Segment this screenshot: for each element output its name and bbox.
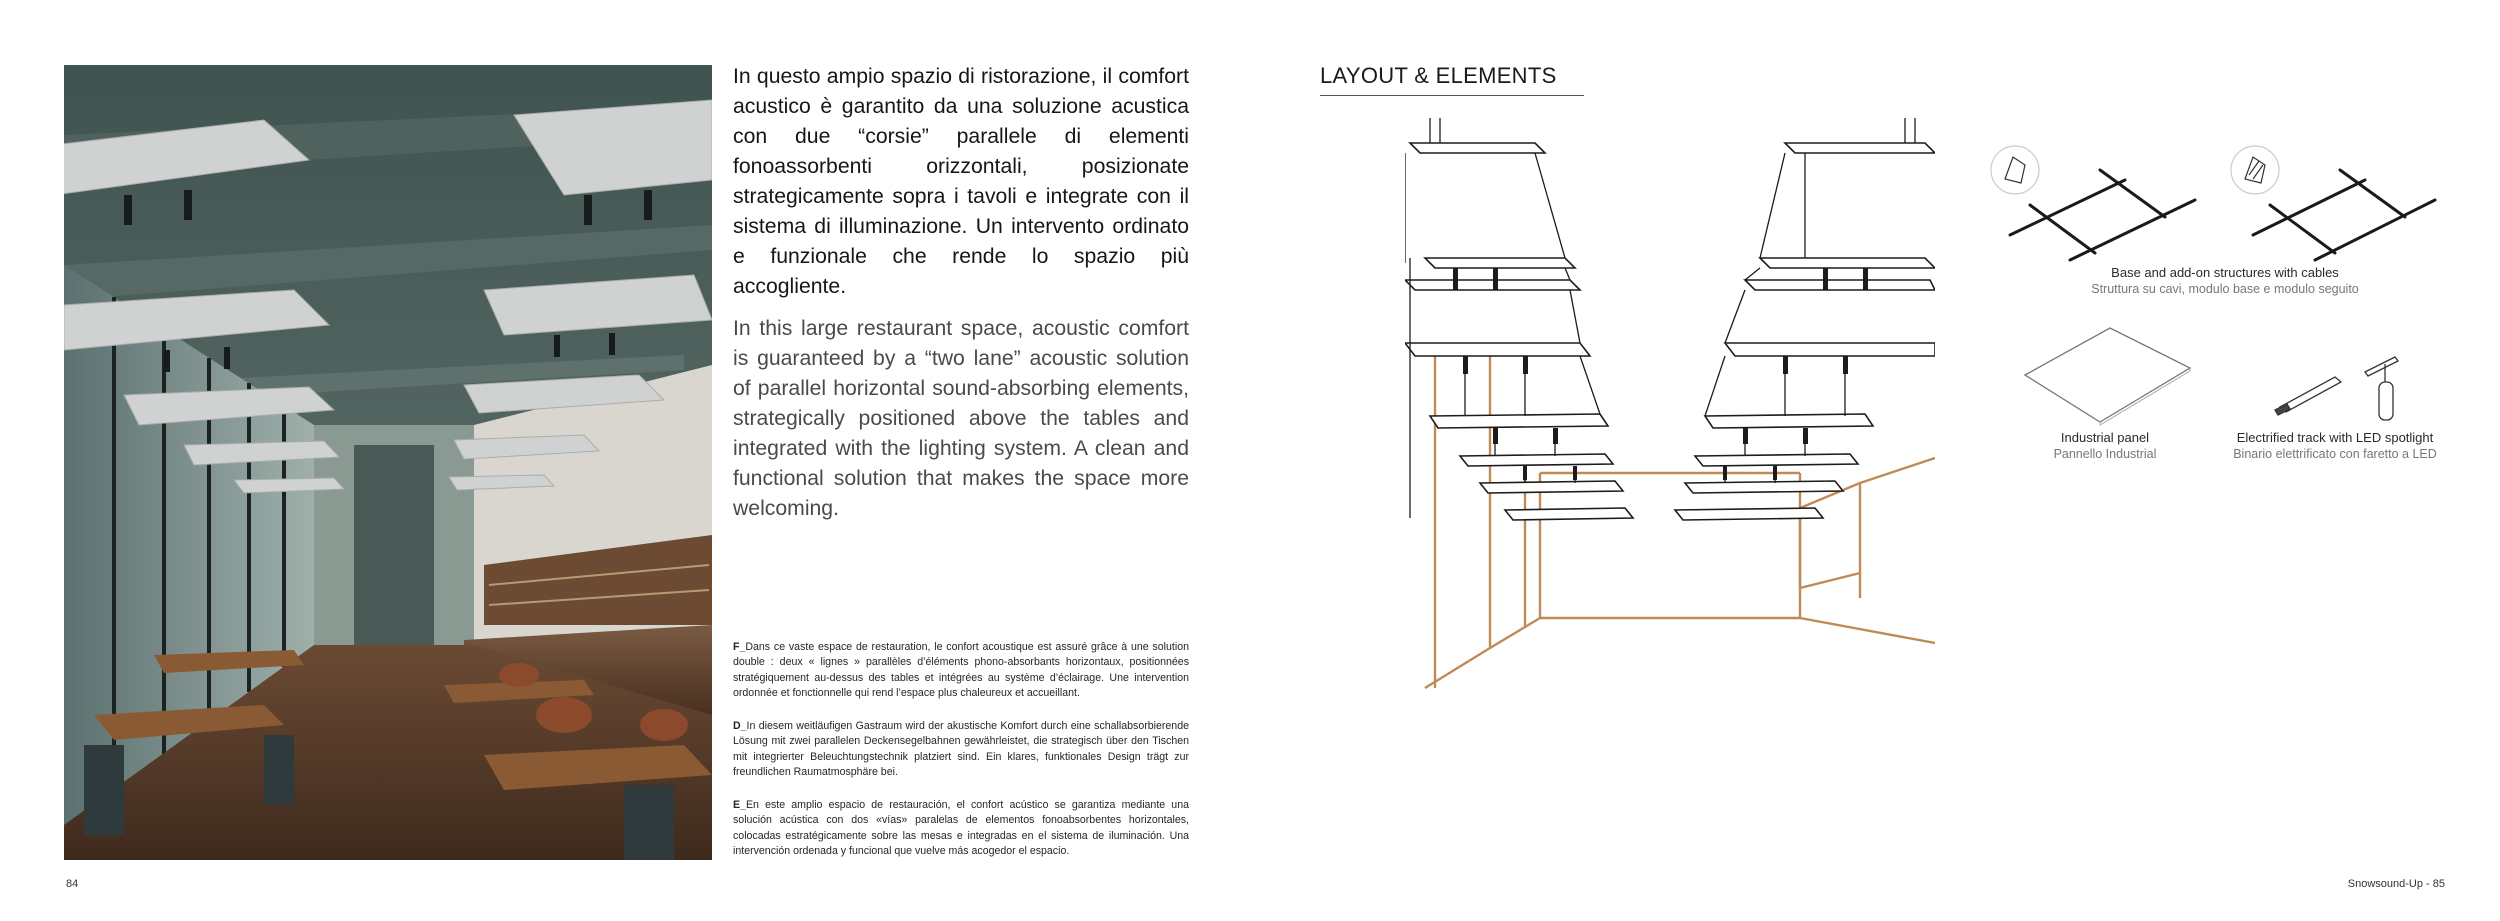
element-cable-subcaption: Struttura su cavi, modulo base e modulo seguito bbox=[2091, 282, 2359, 296]
industrial-panel-drawing bbox=[2015, 320, 2195, 430]
italian-description: In questo ampio spazio di ristorazione, il comfort acustico è garantito da una soluzione acustica con due “corsie” parallele di elementi fonoassorbenti orizzontali, posizionate strategicamente sopra i tavoli e integrate con il sistema di illuminazione. Un intervento ordinato e funzionale che rende lo spazio più accogliente. bbox=[733, 65, 1189, 298]
language-code-de: D_ bbox=[733, 720, 747, 732]
german-text: In diesem weitläufigen Gastraum wird der akustische Komfort durch eine schallabsorbierende Lösung mit zwei parallelen Deckensegelbahnen gewährleistet, die strategisch über den Tischen mit integrierter Beleuchtungstechnik platziert sind. Ein klares, funktionales Design trägt zur freundlichen Raumatmosphäre bei. bbox=[733, 720, 1189, 778]
section-title: LAYOUT & ELEMENTS bbox=[1320, 63, 1557, 88]
element-cable-structures bbox=[1985, 135, 2465, 297]
french-text: Dans ce vaste espace de restauration, le confort acoustique est assuré grâce à une solution double : deux « lignes » parallèles d’éléments phono-absorbants horizontaux, positionnées stratégiquement au-dessus des tables et intégrées au système d’éclairage. Une intervention ordonnée et fonctionnelle qui rend l’espace plus chaleureux et accueillant. bbox=[733, 641, 1189, 699]
layout-axonometric-drawing bbox=[1405, 118, 1935, 773]
element-cable-caption: Base and add-on structures with cables bbox=[2111, 265, 2339, 280]
french-description bbox=[733, 640, 1189, 701]
element-industrial-panel bbox=[2000, 320, 2210, 462]
language-code-fr: F_ bbox=[733, 641, 746, 653]
element-panel-caption: Industrial panel bbox=[2060, 430, 2150, 445]
german-description bbox=[733, 719, 1189, 780]
element-panel-subcaption: Pannello Industrial bbox=[2053, 447, 2157, 461]
cable-structure-drawings bbox=[1985, 135, 2465, 265]
element-electrified-track bbox=[2215, 352, 2455, 462]
page-number-left: 84 bbox=[66, 878, 79, 890]
spanish-text: En este amplio espacio de restauración, el confort acústico se garantiza mediante una solución acústica con dos «vías» paralelas de elementos fonoabsorbentes horizontales, colocadas estratégicamente sobre las mesas e integradas en el sistema de iluminación. Una intervención ordenada y funcional que vuelve más acogedor el espacio. bbox=[733, 799, 1189, 857]
english-description: In this large restaurant space, acoustic comfort is guaranteed by a “two lane” acoustic solution of parallel horizontal sound-absorbing elements, strategically positioned above the tables and integrated with the lighting system. A clean and functional solution that makes the space more welcoming. bbox=[733, 317, 1189, 520]
element-track-caption: Electrified track with LED spotlight bbox=[2236, 430, 2434, 445]
element-track-subcaption: Binario elettrificato con faretto a LED bbox=[2233, 447, 2437, 461]
spanish-description bbox=[733, 798, 1189, 859]
language-code-es: E_ bbox=[733, 799, 746, 811]
title-underline bbox=[1320, 95, 1584, 96]
track-spotlight-drawing bbox=[2235, 352, 2435, 430]
page-footer-right: Snowsound-Up - 85 bbox=[2347, 878, 2445, 890]
restaurant-photo bbox=[64, 65, 712, 860]
